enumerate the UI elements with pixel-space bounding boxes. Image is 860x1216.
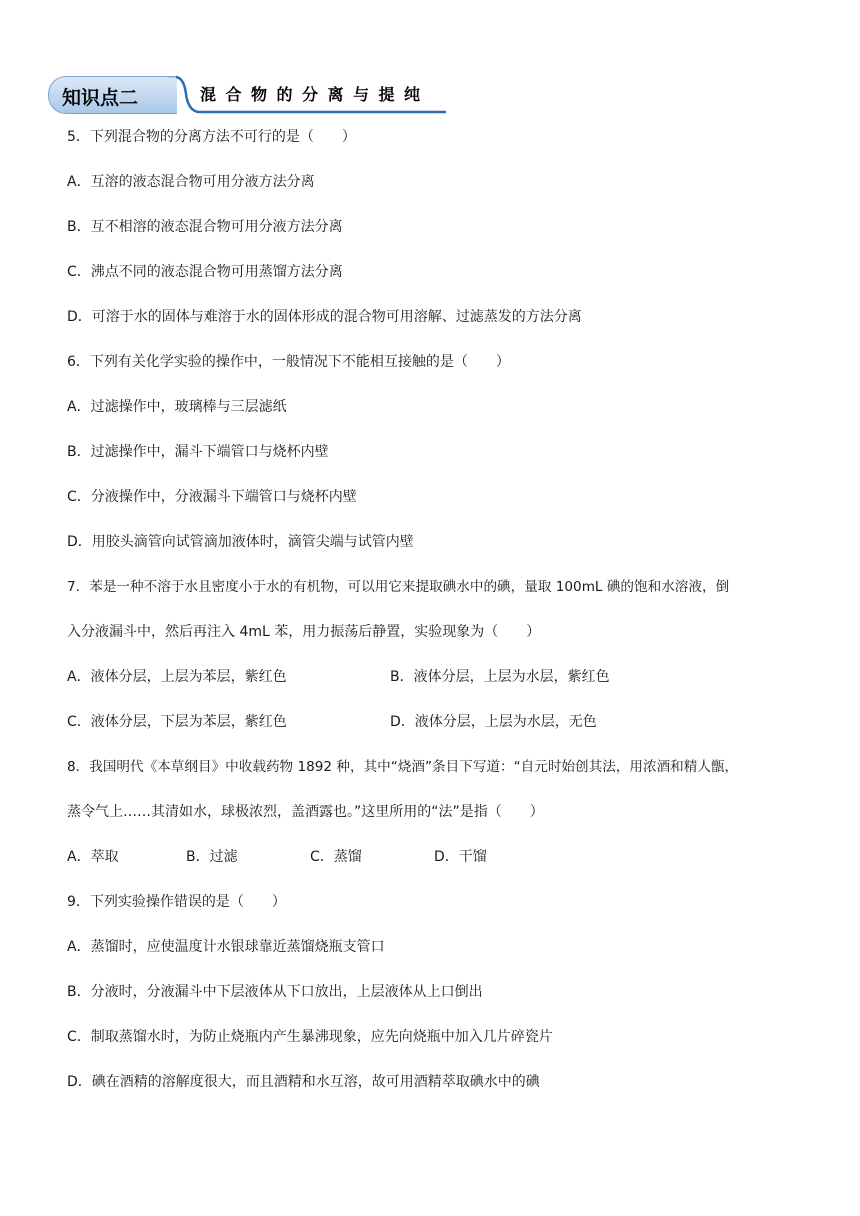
q8-option-c: C．蒸馏: [310, 849, 362, 865]
question-7-stem-line1: 7．苯是一种不溶于水且密度小于水的有机物，可以用它来提取碘水中的碘，量取 100mL 碘的饱和水溶液，倒: [67, 579, 730, 595]
question-8-stem-line2: 蒸令气上……其清如水，球极浓烈，盖酒露也。”这里所用的“法”是指（ ）: [67, 804, 544, 820]
q6-option-b: B．过滤操作中，漏斗下端管口与烧杯内壁: [67, 444, 329, 460]
q9-option-d: D．碘在酒精的溶解度很大，而且酒精和水互溶，故可用酒精萃取碘水中的碘: [67, 1074, 540, 1090]
question-8-stem-line1: 8．我国明代《本草纲目》中收载药物 1892 种，其中“烧酒”条目下写道：“自元时始创其法，用浓酒和精人甑，: [67, 759, 739, 775]
q5-option-d: D．可溶于水的固体与难溶于水的固体形成的混合物可用溶解、过滤蒸发的方法分离: [67, 309, 582, 325]
q5-option-c: C．沸点不同的液态混合物可用蒸馏方法分离: [67, 264, 343, 280]
q9-option-a: A．蒸馏时，应使温度计水银球靠近蒸馏烧瓶支管口: [67, 939, 385, 955]
question-7-stem-line2: 入分液漏斗中，然后再注入 4mL 苯，用力振荡后静置，实验现象为（ ）: [67, 624, 541, 640]
q8-option-a: A．萃取: [67, 849, 119, 865]
section-header: [48, 74, 448, 116]
q7-option-d: D．液体分层，上层为水层，无色: [390, 714, 597, 730]
q7-option-b: B．液体分层，上层为水层，紫红色: [390, 669, 610, 685]
section-title: 知识点二: [62, 87, 139, 109]
question-5-stem: 5．下列混合物的分离方法不可行的是（ ）: [67, 129, 356, 145]
q7-option-c: C．液体分层，下层为苯层，紫红色: [67, 714, 287, 730]
q8-option-b: B．过滤: [186, 849, 238, 865]
q5-option-b: B．互不相溶的液态混合物可用分液方法分离: [67, 219, 343, 235]
q7-option-a: A．液体分层，上层为苯层，紫红色: [67, 669, 287, 685]
question-9-stem: 9．下列实验操作错误的是（ ）: [67, 894, 286, 910]
question-6-stem: 6．下列有关化学实验的操作中，一般情况下不能相互接触的是（ ）: [67, 354, 510, 370]
q6-option-d: D．用胶头滴管向试管滴加液体时，滴管尖端与试管内壁: [67, 534, 414, 550]
section-subtitle: 混合物的分离与提纯: [200, 85, 430, 104]
q9-option-b: B．分液时，分液漏斗中下层液体从下口放出，上层液体从上口倒出: [67, 984, 483, 1000]
q6-option-a: A．过滤操作中，玻璃棒与三层滤纸: [67, 399, 287, 415]
q5-option-a: A．互溶的液态混合物可用分液方法分离: [67, 174, 315, 190]
q6-option-c: C．分液操作中，分液漏斗下端管口与烧杯内壁: [67, 489, 357, 505]
q8-option-d: D．干馏: [434, 849, 487, 865]
q9-option-c: C．制取蒸馏水时，为防止烧瓶内产生暴沸现象，应先向烧瓶中加入几片碎瓷片: [67, 1029, 553, 1045]
